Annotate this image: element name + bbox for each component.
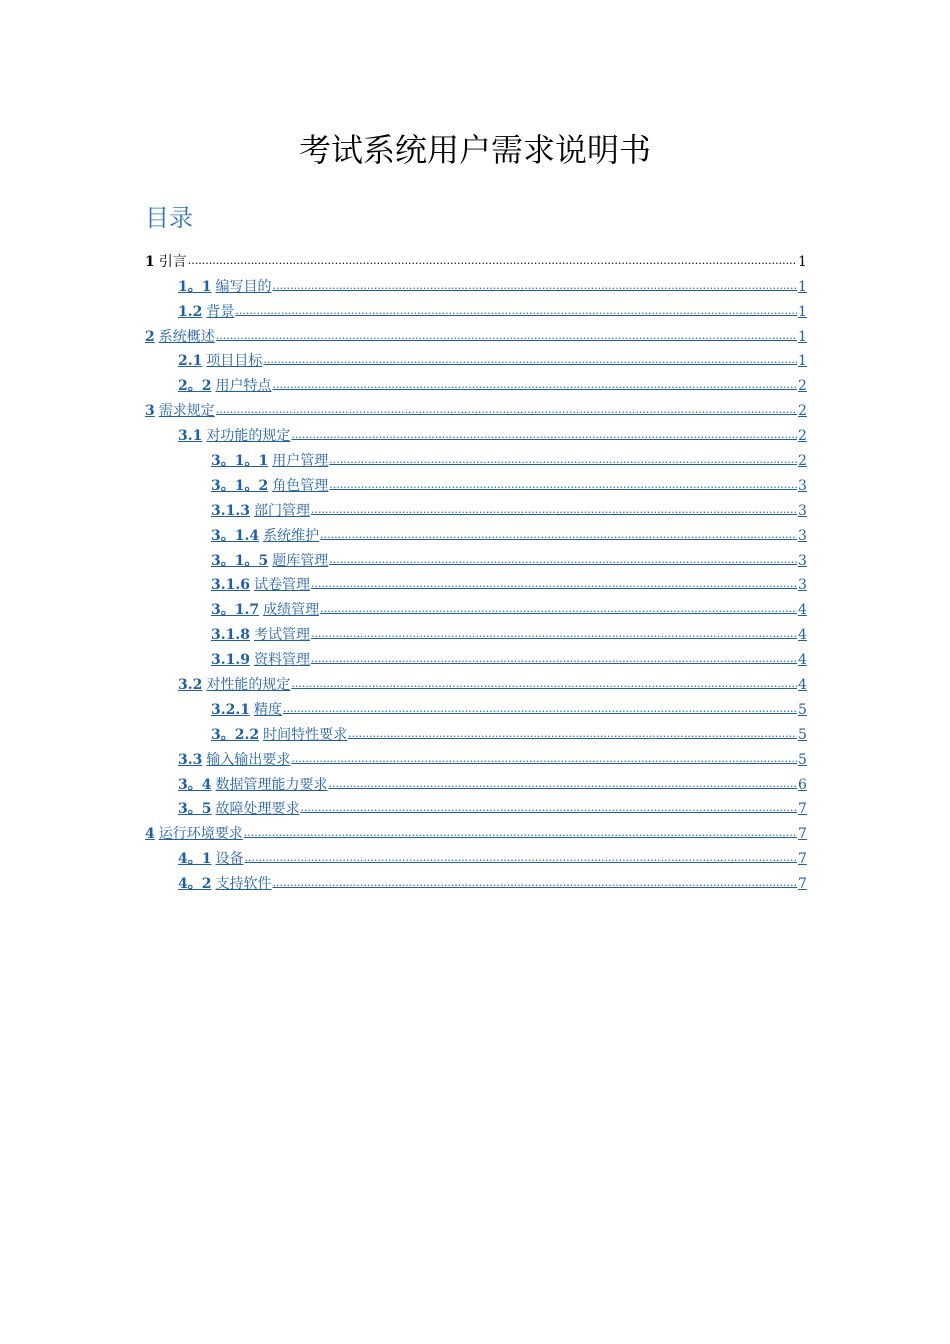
toc-dot-leader <box>311 501 797 519</box>
toc-entry-title: 资料管理 <box>253 652 310 669</box>
toc-entry-title: 数据管理能力要求 <box>215 776 328 793</box>
toc-entry[interactable] <box>145 594 806 619</box>
toc-dot-leader <box>329 551 797 569</box>
toc-entry-page-number: 5 <box>798 726 807 743</box>
document-title: 考试系统用户需求说明书 <box>298 131 651 169</box>
toc-entry[interactable] <box>145 818 806 843</box>
toc-entry-title: 时间特性要求 <box>263 726 348 743</box>
toc-entry-number: 3.3 <box>178 751 203 768</box>
toc-entry-title: 用户特点 <box>215 378 272 395</box>
toc-entry-title: 系统概述 <box>158 328 215 345</box>
toc-entry[interactable] <box>145 346 806 371</box>
toc-entry[interactable] <box>145 545 806 570</box>
toc-entry-number: 1。1 <box>178 278 212 295</box>
toc-entry-page-number: 3 <box>798 577 807 594</box>
toc-entry[interactable] <box>145 296 806 321</box>
toc-dot-leader <box>188 252 797 270</box>
toc-entry-title: 需求规定 <box>158 403 215 420</box>
toc-entry[interactable] <box>145 321 806 346</box>
toc-dot-leader <box>329 476 797 494</box>
toc-dot-leader <box>311 575 797 593</box>
toc-entry-number: 3。1.4 <box>211 527 260 544</box>
toc-entry-page-number: 7 <box>798 876 807 893</box>
toc-entry-page-number: 1 <box>798 353 807 370</box>
toc-dot-leader <box>311 650 797 668</box>
toc-entry-title: 成绩管理 <box>263 602 320 619</box>
toc-entry-number: 3.1.6 <box>211 577 250 594</box>
toc-entry <box>145 246 806 271</box>
toc-entry-number: 3.1 <box>178 428 203 445</box>
toc-entry-title: 用户管理 <box>272 453 329 470</box>
toc-entry-title: 部门管理 <box>253 502 310 519</box>
toc-entry-number: 3。1。1 <box>211 453 269 470</box>
toc-entry-title: 支持软件 <box>215 876 272 893</box>
toc-entry-title: 题库管理 <box>272 552 329 569</box>
toc-entry-page-number: 5 <box>798 751 807 768</box>
toc-entry[interactable] <box>145 271 806 296</box>
toc-entry-number: 4 <box>145 826 155 843</box>
toc-dot-leader <box>244 849 797 867</box>
toc-dot-leader <box>291 750 797 768</box>
toc-entry[interactable] <box>145 570 806 595</box>
toc-entry-number: 3。1.7 <box>211 602 260 619</box>
toc-entry-number: 3。4 <box>178 776 212 793</box>
toc-entry-page-number: 4 <box>798 652 807 669</box>
toc-entry-title: 背景 <box>206 303 235 320</box>
toc-entry-number: 3.1.9 <box>211 652 250 669</box>
toc-dot-leader <box>329 451 797 469</box>
toc-entry-page-number: 3 <box>798 527 807 544</box>
toc-entry-page-number: 6 <box>798 776 807 793</box>
toc-entry-title: 考试管理 <box>253 627 310 644</box>
toc-entry[interactable] <box>145 495 806 520</box>
toc-entry[interactable] <box>145 520 806 545</box>
toc-entry-page-number: 4 <box>798 677 807 694</box>
toc-entry-page-number: 2 <box>798 378 807 395</box>
toc-entry-page-number: 1 <box>798 253 807 270</box>
toc-entry-title: 故障处理要求 <box>215 801 300 818</box>
toc-entry-page-number: 3 <box>798 502 807 519</box>
toc-entry[interactable] <box>145 769 806 794</box>
toc-entry-number: 3。5 <box>178 801 212 818</box>
toc-entry-page-number: 2 <box>798 453 807 470</box>
toc-entry-page-number: 3 <box>798 552 807 569</box>
toc-dot-leader <box>320 526 797 544</box>
toc-entry[interactable] <box>145 395 806 420</box>
toc-entry[interactable] <box>145 619 806 644</box>
toc-entry[interactable] <box>145 719 806 744</box>
toc-entry[interactable] <box>145 669 806 694</box>
toc-dot-leader <box>300 799 797 817</box>
toc-entry[interactable] <box>145 420 806 445</box>
toc-entry-number: 2.1 <box>178 353 203 370</box>
toc-entry-page-number: 7 <box>798 801 807 818</box>
toc-entry-title: 系统维护 <box>263 527 320 544</box>
toc-entry-page-number: 2 <box>798 428 807 445</box>
toc-entry[interactable] <box>145 868 806 893</box>
toc-dot-leader <box>320 600 797 618</box>
toc-entry[interactable] <box>145 370 806 395</box>
toc-dot-leader <box>283 700 797 718</box>
toc-entry-number: 4。1 <box>178 851 212 868</box>
toc-entry[interactable] <box>145 445 806 470</box>
toc-entry-title: 引言 <box>158 253 187 270</box>
toc-entry-page-number: 4 <box>798 627 807 644</box>
toc-entry-number: 4。2 <box>178 876 212 893</box>
toc-entry-page-number: 3 <box>798 477 807 494</box>
toc-entry-page-number: 7 <box>798 826 807 843</box>
toc-entry[interactable] <box>145 843 806 868</box>
toc-entry-number: 3。2.2 <box>211 726 260 743</box>
toc-entry-title: 编写目的 <box>215 278 272 295</box>
toc-entry-number: 3.2.1 <box>211 701 250 718</box>
toc-dot-leader <box>216 327 797 345</box>
toc-entry-number: 1.2 <box>178 303 203 320</box>
toc-entry-title: 对功能的规定 <box>206 428 291 445</box>
toc-dot-leader <box>272 874 797 892</box>
toc-dot-leader <box>291 426 797 444</box>
toc-entry-number: 3.1.3 <box>211 502 250 519</box>
toc-entry-page-number: 5 <box>798 701 807 718</box>
toc-dot-leader <box>328 775 797 793</box>
toc-dot-leader <box>272 277 797 295</box>
toc-entry-number: 3.2 <box>178 677 203 694</box>
toc-entry-title: 输入输出要求 <box>206 751 291 768</box>
table-of-contents <box>145 246 806 893</box>
toc-dot-leader <box>263 351 797 369</box>
toc-entry-number: 3。1。2 <box>211 477 269 494</box>
toc-entry-title: 试卷管理 <box>253 577 310 594</box>
toc-entry-page-number: 1 <box>798 328 807 345</box>
toc-heading: 目录 <box>145 204 193 232</box>
toc-entry-title: 对性能的规定 <box>206 677 291 694</box>
toc-entry[interactable] <box>145 644 806 669</box>
toc-dot-leader <box>244 824 797 842</box>
toc-entry-page-number: 1 <box>798 303 807 320</box>
toc-entry-title: 项目目标 <box>206 353 263 370</box>
toc-dot-leader <box>235 302 797 320</box>
toc-entry-page-number: 2 <box>798 403 807 420</box>
toc-entry-title: 精度 <box>253 701 282 718</box>
toc-entry[interactable] <box>145 694 806 719</box>
toc-dot-leader <box>216 401 797 419</box>
toc-entry-page-number: 7 <box>798 851 807 868</box>
toc-entry-title: 运行环境要求 <box>158 826 243 843</box>
toc-entry-title: 设备 <box>215 851 244 868</box>
toc-entry-number: 1 <box>145 253 155 270</box>
toc-entry-number: 3 <box>145 403 155 420</box>
toc-entry-number: 2。2 <box>178 378 212 395</box>
toc-entry-title: 角色管理 <box>272 477 329 494</box>
toc-dot-leader <box>311 625 797 643</box>
toc-entry[interactable] <box>145 744 806 769</box>
toc-entry-number: 3.1.8 <box>211 627 250 644</box>
toc-entry-page-number: 1 <box>798 278 807 295</box>
toc-entry-page-number: 4 <box>798 602 807 619</box>
toc-dot-leader <box>348 725 797 743</box>
toc-entry[interactable] <box>145 470 806 495</box>
toc-dot-leader <box>272 376 797 394</box>
toc-entry[interactable] <box>145 794 806 819</box>
toc-entry-number: 3。1。5 <box>211 552 269 569</box>
toc-dot-leader <box>291 675 797 693</box>
toc-entry-number: 2 <box>145 328 155 345</box>
